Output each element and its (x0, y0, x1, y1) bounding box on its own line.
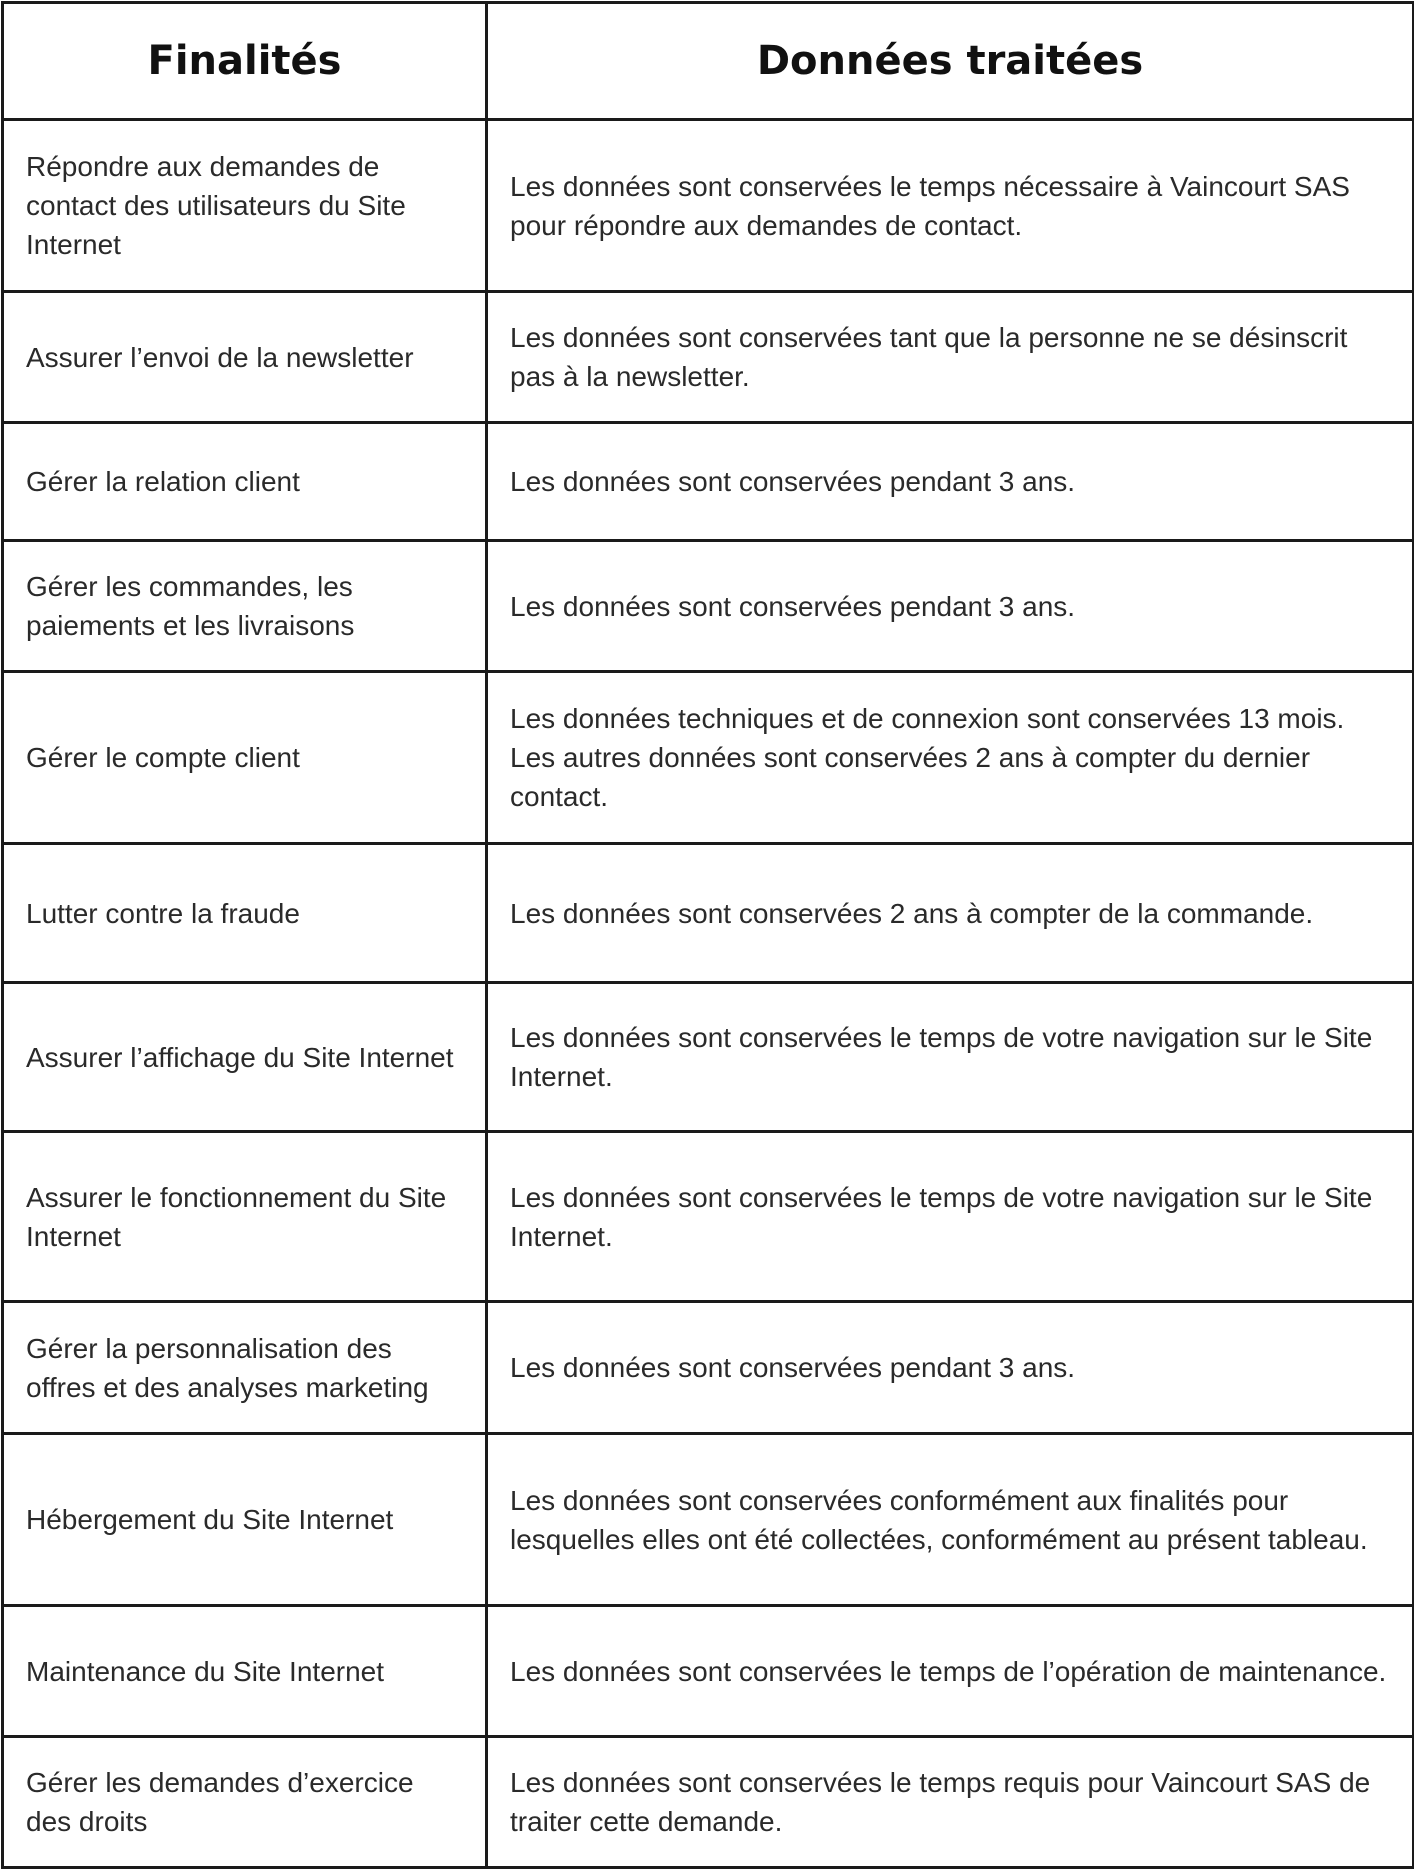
retention-cell: Les données techniques et de connexion sont conservées 13 mois. Les autres données sont conservées 2 ans à compter du dernier contact. (487, 672, 1414, 844)
purpose-cell: Lutter contre la fraude (3, 844, 487, 983)
retention-cell: Les données sont conservées le temps de votre navigation sur le Site Internet. (487, 1132, 1414, 1302)
table-row (3, 541, 1414, 672)
table-row (3, 1434, 1414, 1606)
purpose-cell: Assurer l’envoi de la newsletter (3, 292, 487, 423)
purpose-cell: Répondre aux demandes de contact des utilisateurs du Site Internet (3, 120, 487, 292)
header-finalites: Finalités (3, 3, 487, 120)
table-row (3, 120, 1414, 292)
purpose-cell: Assurer le fonctionnement du Site Internet (3, 1132, 487, 1302)
retention-cell: Les données sont conservées le temps nécessaire à Vaincourt SAS pour répondre aux demandes de contact. (487, 120, 1414, 292)
table-row (3, 1132, 1414, 1302)
table-row (3, 292, 1414, 423)
retention-table (1, 1, 1414, 1869)
purpose-cell: Assurer l’affichage du Site Internet (3, 983, 487, 1132)
retention-cell: Les données sont conservées le temps de l’opération de maintenance. (487, 1606, 1414, 1737)
retention-cell: Les données sont conservées pendant 3 ans. (487, 541, 1414, 672)
purpose-cell: Gérer les commandes, les paiements et les livraisons (3, 541, 487, 672)
retention-cell: Les données sont conservées pendant 3 ans. (487, 423, 1414, 541)
retention-cell: Les données sont conservées pendant 3 ans. (487, 1302, 1414, 1434)
table-row (3, 423, 1414, 541)
table-row (3, 672, 1414, 844)
purpose-cell: Hébergement du Site Internet (3, 1434, 487, 1606)
table-header-row (3, 3, 1414, 120)
header-donnees-traitees: Données traitées (487, 3, 1414, 120)
table-row (3, 983, 1414, 1132)
retention-cell: Les données sont conservées le temps de votre navigation sur le Site Internet. (487, 983, 1414, 1132)
purpose-cell: Gérer le compte client (3, 672, 487, 844)
table-row (3, 1302, 1414, 1434)
table-row (3, 844, 1414, 983)
table-row (3, 1737, 1414, 1868)
retention-cell: Les données sont conservées tant que la personne ne se désinscrit pas à la newsletter. (487, 292, 1414, 423)
purpose-cell: Maintenance du Site Internet (3, 1606, 487, 1737)
retention-cell: Les données sont conservées 2 ans à compter de la commande. (487, 844, 1414, 983)
purpose-cell: Gérer la relation client (3, 423, 487, 541)
retention-cell: Les données sont conservées conformément aux finalités pour lesquelles elles ont été collectées, conformément au présent tableau. (487, 1434, 1414, 1606)
retention-cell: Les données sont conservées le temps requis pour Vaincourt SAS de traiter cette demande. (487, 1737, 1414, 1868)
purpose-cell: Gérer la personnalisation des offres et des analyses marketing (3, 1302, 487, 1434)
purpose-cell: Gérer les demandes d’exercice des droits (3, 1737, 487, 1868)
table-row (3, 1606, 1414, 1737)
